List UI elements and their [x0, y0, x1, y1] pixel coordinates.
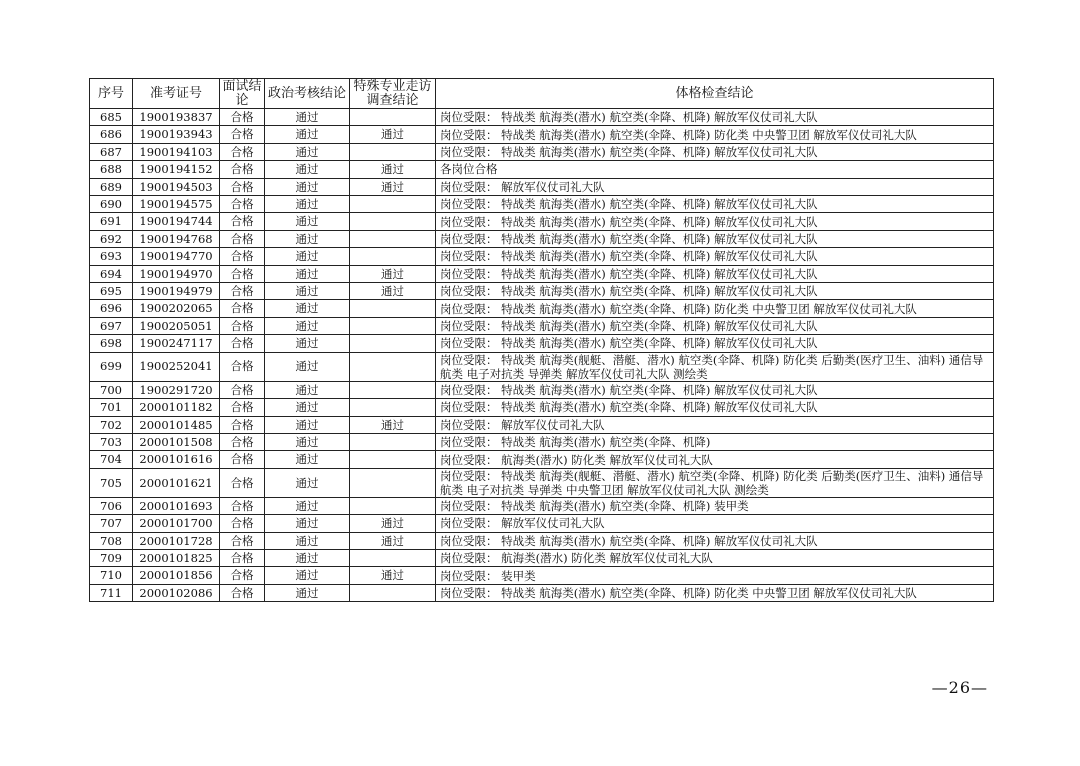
table-row: [90, 178, 994, 195]
table-row: [90, 230, 994, 247]
cell-exam-id: 1900194768: [133, 230, 220, 247]
table-row: [90, 433, 994, 450]
cell-special: [350, 300, 436, 317]
cell-exam-id: 1900205051: [133, 317, 220, 334]
table-row: [90, 515, 994, 532]
cell-interview: 合格: [220, 399, 265, 416]
cell-seq: 698: [90, 335, 133, 352]
cell-political: 通过: [265, 335, 350, 352]
cell-seq: 695: [90, 283, 133, 300]
header-special: 特殊专业走访调查结论: [350, 79, 436, 109]
cell-seq: 690: [90, 196, 133, 213]
cell-physical: 岗位受限： 装甲类: [436, 567, 994, 584]
cell-political: 通过: [265, 497, 350, 514]
cell-physical: 岗位受限： 特战类 航海类(潜水) 航空类(伞降、机降) 防化类 中央警卫团 解放军仪仗司礼大队: [436, 300, 994, 317]
cell-interview: 合格: [220, 109, 265, 126]
cell-interview: 合格: [220, 126, 265, 143]
cell-special: 通过: [350, 126, 436, 143]
cell-interview: 合格: [220, 143, 265, 160]
cell-special: 通过: [350, 416, 436, 433]
header-physical: 体格检查结论: [436, 79, 994, 109]
cell-seq: 685: [90, 109, 133, 126]
cell-seq: 699: [90, 352, 133, 381]
cell-physical: 岗位受限： 特战类 航海类(舰艇、潜艇、潜水) 航空类(伞降、机降) 防化类 后勤类(医疗卫生、油料) 通信导航类 电子对抗类 导弹类 中央警卫团 解放军仪仗司礼大队 测绘类: [436, 468, 994, 497]
cell-political: 通过: [265, 352, 350, 381]
cell-political: 通过: [265, 265, 350, 282]
cell-political: 通过: [265, 416, 350, 433]
table-row: [90, 248, 994, 265]
cell-political: 通过: [265, 126, 350, 143]
cell-special: [350, 497, 436, 514]
cell-special: [350, 317, 436, 334]
cell-physical: 岗位受限： 特战类 航海类(潜水) 航空类(伞降、机降) 解放军仪仗司礼大队: [436, 399, 994, 416]
table-row: [90, 213, 994, 230]
cell-physical: 岗位受限： 航海类(潜水) 防化类 解放军仪仗司礼大队: [436, 451, 994, 468]
cell-interview: 合格: [220, 317, 265, 334]
table-row: [90, 567, 994, 584]
cell-seq: 689: [90, 178, 133, 195]
cell-exam-id: 1900194970: [133, 265, 220, 282]
cell-physical: 岗位受限： 特战类 航海类(潜水) 航空类(伞降、机降) 解放军仪仗司礼大队: [436, 143, 994, 160]
cell-exam-id: 1900194770: [133, 248, 220, 265]
cell-seq: 693: [90, 248, 133, 265]
cell-interview: 合格: [220, 451, 265, 468]
cell-seq: 686: [90, 126, 133, 143]
cell-political: 通过: [265, 451, 350, 468]
table-row: [90, 109, 994, 126]
cell-exam-id: 1900252041: [133, 352, 220, 381]
cell-political: 通过: [265, 248, 350, 265]
cell-seq: 694: [90, 265, 133, 282]
cell-physical: 岗位受限： 解放军仪仗司礼大队: [436, 178, 994, 195]
cell-interview: 合格: [220, 230, 265, 247]
table-row: [90, 283, 994, 300]
cell-physical: 岗位受限： 特战类 航海类(潜水) 航空类(伞降、机降) 防化类 中央警卫团 解放军仪仗司礼大队: [436, 126, 994, 143]
cell-seq: 697: [90, 317, 133, 334]
table-row: [90, 126, 994, 143]
cell-physical: 岗位受限： 特战类 航海类(舰艇、潜艇、潜水) 航空类(伞降、机降) 防化类 后勤类(医疗卫生、油料) 通信导航类 电子对抗类 导弹类 解放军仪仗司礼大队 测绘类: [436, 352, 994, 381]
cell-seq: 692: [90, 230, 133, 247]
cell-interview: 合格: [220, 352, 265, 381]
cell-physical: 岗位受限： 特战类 航海类(潜水) 航空类(伞降、机降) 装甲类: [436, 497, 994, 514]
table-row: [90, 381, 994, 398]
cell-physical: 岗位受限： 特战类 航海类(潜水) 航空类(伞降、机降) 解放军仪仗司礼大队: [436, 248, 994, 265]
cell-physical: 岗位受限： 特战类 航海类(潜水) 航空类(伞降、机降) 解放军仪仗司礼大队: [436, 109, 994, 126]
cell-exam-id: 2000101728: [133, 532, 220, 549]
cell-physical: 岗位受限： 特战类 航海类(潜水) 航空类(伞降、机降): [436, 433, 994, 450]
cell-political: 通过: [265, 230, 350, 247]
cell-interview: 合格: [220, 497, 265, 514]
cell-special: [350, 213, 436, 230]
cell-interview: 合格: [220, 567, 265, 584]
cell-political: 通过: [265, 381, 350, 398]
table-row: [90, 265, 994, 282]
cell-exam-id: 2000101182: [133, 399, 220, 416]
cell-political: 通过: [265, 178, 350, 195]
cell-political: 通过: [265, 468, 350, 497]
cell-interview: 合格: [220, 265, 265, 282]
cell-seq: 696: [90, 300, 133, 317]
cell-interview: 合格: [220, 213, 265, 230]
cell-exam-id: 2000101856: [133, 567, 220, 584]
cell-exam-id: 2000101693: [133, 497, 220, 514]
header-seq: 序号: [90, 79, 133, 109]
cell-political: 通过: [265, 283, 350, 300]
header-exam-id: 准考证号: [133, 79, 220, 109]
cell-political: 通过: [265, 196, 350, 213]
cell-physical: 岗位受限： 特战类 航海类(潜水) 航空类(伞降、机降) 解放军仪仗司礼大队: [436, 230, 994, 247]
table-row: [90, 335, 994, 352]
cell-seq: 700: [90, 381, 133, 398]
cell-physical: 各岗位合格: [436, 161, 994, 178]
cell-special: 通过: [350, 567, 436, 584]
cell-physical: 岗位受限： 特战类 航海类(潜水) 航空类(伞降、机降) 解放军仪仗司礼大队: [436, 283, 994, 300]
cell-seq: 707: [90, 515, 133, 532]
cell-exam-id: 1900194152: [133, 161, 220, 178]
header-political: 政治考核结论: [265, 79, 350, 109]
cell-special: [350, 468, 436, 497]
cell-exam-id: 1900194575: [133, 196, 220, 213]
cell-special: [350, 451, 436, 468]
cell-political: 通过: [265, 433, 350, 450]
cell-political: 通过: [265, 549, 350, 566]
table-row: [90, 161, 994, 178]
cell-exam-id: 1900247117: [133, 335, 220, 352]
cell-political: 通过: [265, 584, 350, 601]
cell-seq: 687: [90, 143, 133, 160]
table-row: [90, 451, 994, 468]
cell-interview: 合格: [220, 584, 265, 601]
cell-special: [350, 143, 436, 160]
cell-seq: 711: [90, 584, 133, 601]
header-interview: 面试结论: [220, 79, 265, 109]
cell-seq: 702: [90, 416, 133, 433]
table-row: [90, 196, 994, 213]
cell-physical: 岗位受限： 解放军仪仗司礼大队: [436, 416, 994, 433]
cell-exam-id: 2000101621: [133, 468, 220, 497]
table-header-row: [90, 79, 994, 109]
cell-exam-id: 1900194744: [133, 213, 220, 230]
cell-seq: 701: [90, 399, 133, 416]
cell-seq: 708: [90, 532, 133, 549]
cell-seq: 710: [90, 567, 133, 584]
cell-special: [350, 549, 436, 566]
cell-exam-id: 2000101700: [133, 515, 220, 532]
cell-special: 通过: [350, 178, 436, 195]
cell-interview: 合格: [220, 335, 265, 352]
table-row: [90, 143, 994, 160]
cell-special: [350, 584, 436, 601]
cell-special: [350, 433, 436, 450]
cell-exam-id: 1900193837: [133, 109, 220, 126]
cell-interview: 合格: [220, 433, 265, 450]
cell-exam-id: 1900194103: [133, 143, 220, 160]
cell-interview: 合格: [220, 416, 265, 433]
cell-special: [350, 381, 436, 398]
cell-exam-id: 1900194979: [133, 283, 220, 300]
table-row: [90, 584, 994, 601]
cell-physical: 岗位受限： 解放军仪仗司礼大队: [436, 515, 994, 532]
cell-seq: 705: [90, 468, 133, 497]
cell-special: 通过: [350, 283, 436, 300]
table-row: [90, 352, 994, 381]
table-row: [90, 532, 994, 549]
cell-seq: 709: [90, 549, 133, 566]
cell-political: 通过: [265, 515, 350, 532]
cell-physical: 岗位受限： 特战类 航海类(潜水) 航空类(伞降、机降) 解放军仪仗司礼大队: [436, 335, 994, 352]
cell-interview: 合格: [220, 532, 265, 549]
cell-political: 通过: [265, 161, 350, 178]
cell-interview: 合格: [220, 161, 265, 178]
cell-special: [350, 335, 436, 352]
page-number: —26—: [931, 678, 988, 697]
cell-exam-id: 2000101508: [133, 433, 220, 450]
results-table: [89, 78, 994, 602]
table-row: [90, 416, 994, 433]
cell-special: 通过: [350, 265, 436, 282]
cell-special: 通过: [350, 161, 436, 178]
cell-political: 通过: [265, 300, 350, 317]
cell-physical: 岗位受限： 特战类 航海类(潜水) 航空类(伞降、机降) 解放军仪仗司礼大队: [436, 213, 994, 230]
cell-special: 通过: [350, 532, 436, 549]
table-row: [90, 300, 994, 317]
cell-special: 通过: [350, 515, 436, 532]
cell-interview: 合格: [220, 468, 265, 497]
cell-interview: 合格: [220, 283, 265, 300]
cell-exam-id: 1900194503: [133, 178, 220, 195]
cell-political: 通过: [265, 317, 350, 334]
cell-special: [350, 399, 436, 416]
cell-political: 通过: [265, 143, 350, 160]
cell-interview: 合格: [220, 196, 265, 213]
cell-physical: 岗位受限： 特战类 航海类(潜水) 航空类(伞降、机降) 防化类 中央警卫团 解放军仪仗司礼大队: [436, 584, 994, 601]
cell-political: 通过: [265, 399, 350, 416]
cell-interview: 合格: [220, 178, 265, 195]
cell-physical: 岗位受限： 特战类 航海类(潜水) 航空类(伞降、机降) 解放军仪仗司礼大队: [436, 532, 994, 549]
cell-exam-id: 1900202065: [133, 300, 220, 317]
cell-interview: 合格: [220, 300, 265, 317]
cell-political: 通过: [265, 532, 350, 549]
cell-physical: 岗位受限： 特战类 航海类(潜水) 航空类(伞降、机降) 解放军仪仗司礼大队: [436, 265, 994, 282]
cell-interview: 合格: [220, 515, 265, 532]
table-row: [90, 497, 994, 514]
table-row: [90, 549, 994, 566]
cell-seq: 691: [90, 213, 133, 230]
cell-physical: 岗位受限： 特战类 航海类(潜水) 航空类(伞降、机降) 解放军仪仗司礼大队: [436, 196, 994, 213]
cell-physical: 岗位受限： 特战类 航海类(潜水) 航空类(伞降、机降) 解放军仪仗司礼大队: [436, 317, 994, 334]
cell-political: 通过: [265, 213, 350, 230]
cell-interview: 合格: [220, 381, 265, 398]
cell-seq: 688: [90, 161, 133, 178]
cell-special: [350, 109, 436, 126]
cell-exam-id: 2000101825: [133, 549, 220, 566]
cell-special: [350, 248, 436, 265]
cell-interview: 合格: [220, 248, 265, 265]
cell-exam-id: 1900291720: [133, 381, 220, 398]
cell-special: [350, 352, 436, 381]
cell-physical: 岗位受限： 航海类(潜水) 防化类 解放军仪仗司礼大队: [436, 549, 994, 566]
cell-political: 通过: [265, 109, 350, 126]
cell-exam-id: 2000102086: [133, 584, 220, 601]
cell-political: 通过: [265, 567, 350, 584]
cell-special: [350, 196, 436, 213]
table-row: [90, 468, 994, 497]
cell-seq: 703: [90, 433, 133, 450]
table-row: [90, 399, 994, 416]
cell-special: [350, 230, 436, 247]
cell-exam-id: 1900193943: [133, 126, 220, 143]
cell-interview: 合格: [220, 549, 265, 566]
cell-seq: 706: [90, 497, 133, 514]
cell-exam-id: 2000101485: [133, 416, 220, 433]
cell-exam-id: 2000101616: [133, 451, 220, 468]
table-row: [90, 317, 994, 334]
cell-seq: 704: [90, 451, 133, 468]
cell-physical: 岗位受限： 特战类 航海类(潜水) 航空类(伞降、机降) 解放军仪仗司礼大队: [436, 381, 994, 398]
